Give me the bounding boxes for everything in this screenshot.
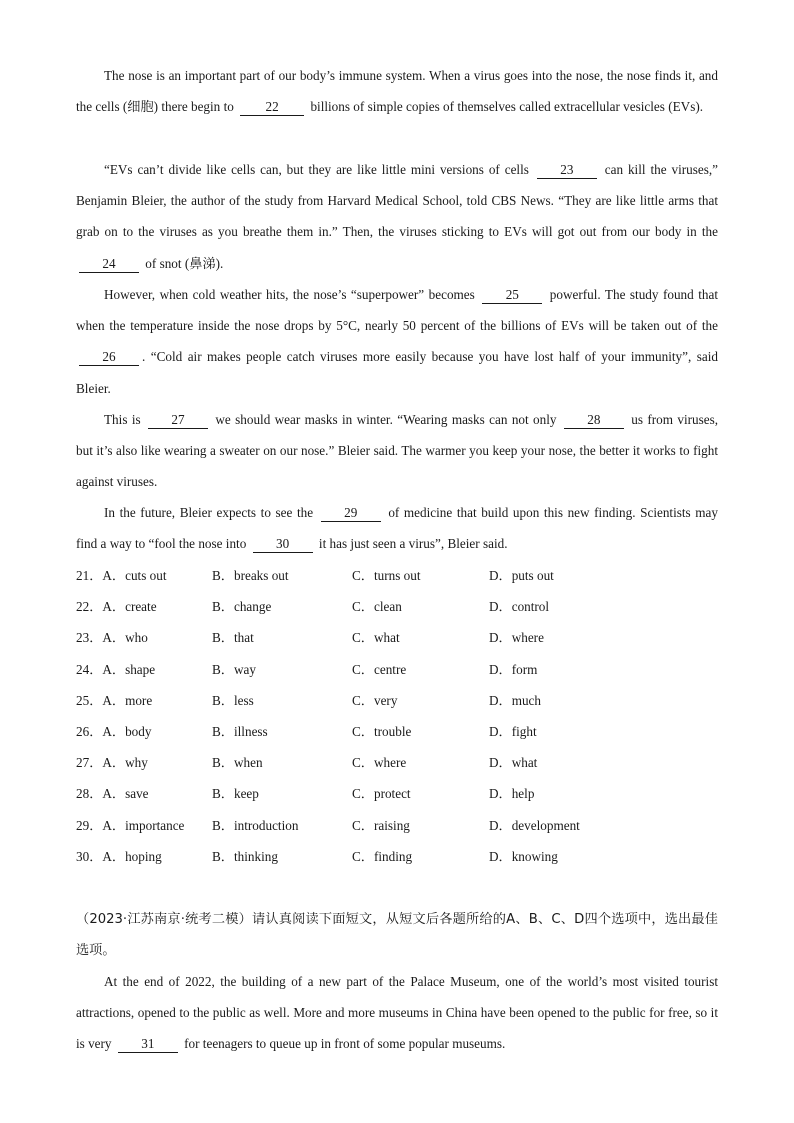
option-c: C．turns out [352, 568, 421, 583]
options-row-26 [76, 716, 718, 747]
option-c: C．protect [352, 786, 411, 802]
option-a: 22．A．create [76, 599, 157, 615]
options-list [76, 560, 718, 872]
option-d: D．puts out [489, 568, 554, 583]
option-d: D．where [489, 630, 544, 646]
passage-paragraph-4 [76, 404, 718, 498]
blank-31: 31 [118, 1036, 178, 1053]
option-b: B．less [212, 692, 254, 708]
blank-27: 27 [148, 412, 208, 429]
option-b: B．when [212, 755, 263, 771]
option-c: C．trouble [352, 723, 412, 739]
option-d: D．control [489, 599, 550, 615]
passage-paragraph-3 [76, 279, 718, 404]
paragraph-text: “EVs can’t divide like cells can, but they are like little mini versions of cells [104, 162, 529, 177]
section-instructions: （2023·江苏南京·统考二模）请认真阅读下面短文，从短文后各题所给的A、B、C、D四个选项中，选出最佳选项。 [76, 912, 718, 959]
options-row-27 [76, 747, 718, 778]
options-row-23 [76, 622, 718, 653]
option-b: B．keep [212, 786, 259, 802]
paragraph-text: In the future, Bleier expects to see the [104, 505, 314, 520]
option-d: D．what [489, 755, 538, 771]
passage-paragraph-1 [76, 60, 718, 122]
option-a: 23．A．who [76, 630, 148, 646]
option-d: D．knowing [489, 848, 558, 864]
option-c: C．where [352, 755, 407, 771]
option-d: D．form [489, 661, 538, 677]
options-row-22 [76, 591, 718, 622]
blank-25: 25 [482, 287, 542, 304]
option-b: B．introduction [212, 817, 299, 833]
option-b: B．that [212, 630, 254, 646]
option-a: 28．A．save [76, 786, 149, 802]
paragraph-text: us from viruses, but it’s also like wearing a sweater on our nose.” Bleier said. The warmer you keep your nose, the better it works to fight against viruses. [76, 412, 719, 490]
blank-24: 24 [79, 256, 139, 273]
option-b: B．change [212, 599, 272, 615]
passage-paragraph-2 [76, 154, 718, 279]
option-a: 21．A．cuts out [76, 568, 167, 583]
paragraph-text: powerful. The study found that when the temperature inside the nose drops by 5°C, nearly 50 percent of the billions of EVs will be taken out of the [76, 287, 719, 334]
options-row-21 [76, 560, 718, 591]
paragraph-text: of snot (鼻涕). [145, 255, 224, 271]
paragraph-text: we should wear masks in winter. “Wearing masks can not only [215, 412, 557, 427]
paragraph-text: of medicine that build upon this new finding. Scientists may find a way to “fool the nose into [76, 505, 719, 552]
blank-22: 22 [240, 99, 304, 116]
blank-30: 30 [253, 536, 313, 553]
option-c: C．what [352, 630, 400, 646]
option-a: 30．A．hoping [76, 848, 162, 864]
blank-29: 29 [321, 505, 381, 522]
option-c: C．very [352, 692, 398, 708]
option-d: D．help [489, 786, 535, 802]
passage-paragraph-5 [76, 497, 718, 559]
option-a: 27．A．why [76, 755, 148, 771]
option-c: C．clean [352, 599, 402, 615]
option-a: 25．A．more [76, 692, 153, 708]
option-c: C．centre [352, 661, 407, 677]
option-a: 24．A．shape [76, 661, 156, 677]
option-a: 26．A．body [76, 723, 152, 739]
paragraph-text: billions of simple copies of themselves called extracellular vesicles (EVs). [310, 99, 704, 115]
option-d: D．fight [489, 723, 537, 739]
option-d: D．development [489, 817, 580, 833]
blank-26: 26 [79, 349, 139, 366]
paragraph-text: can kill the viruses,” Benjamin Bleier, the author of the study from Harvard Medical School, told CBS News. “They are like little arms that grab on to the viruses as you breathe them in.” Then, the viruses sticking to EVs will got out from our body in the [76, 162, 719, 240]
paragraph-text: This is [104, 412, 141, 427]
paragraph-text: However, when cold weather hits, the nose’s “superpower” becomes [104, 287, 475, 302]
option-d: D．much [489, 692, 542, 708]
options-row-29 [76, 810, 718, 841]
paragraph-text: for teenagers to queue up in front of some popular museums. [184, 1036, 506, 1052]
options-row-24 [76, 654, 718, 685]
option-b: B．way [212, 661, 256, 677]
option-c: C．raising [352, 817, 410, 833]
paragraph-text: . “Cold air makes people catch viruses more easily because you have lost half of your immunity”, said Bleier. [76, 349, 718, 396]
option-b: B．thinking [212, 848, 278, 864]
blank-28: 28 [564, 412, 624, 429]
options-row-25 [76, 685, 718, 716]
paragraph-text: At the end of 2022, the building of a new part of the Palace Museum, one of the world’s most visited tourist attractions, opened to the public as well. More and more museums in China have been opened to the public for free, so it is very [76, 974, 718, 1052]
paragraph-text: it has just seen a virus”, Bleier said. [318, 536, 508, 552]
passage-paragraph-6 [76, 966, 718, 1060]
option-b: B．breaks out [212, 568, 289, 583]
options-row-30 [76, 841, 718, 872]
option-b: B．illness [212, 723, 268, 739]
blank-23: 23 [537, 162, 597, 179]
options-row-28 [76, 778, 718, 809]
option-a: 29．A．importance [76, 817, 185, 833]
option-c: C．finding [352, 848, 413, 864]
paragraph-text: The nose is an important part of our body’s immune system. When a virus goes into the nose, the nose finds it, and the cells (细胞) there begin to [76, 68, 718, 115]
